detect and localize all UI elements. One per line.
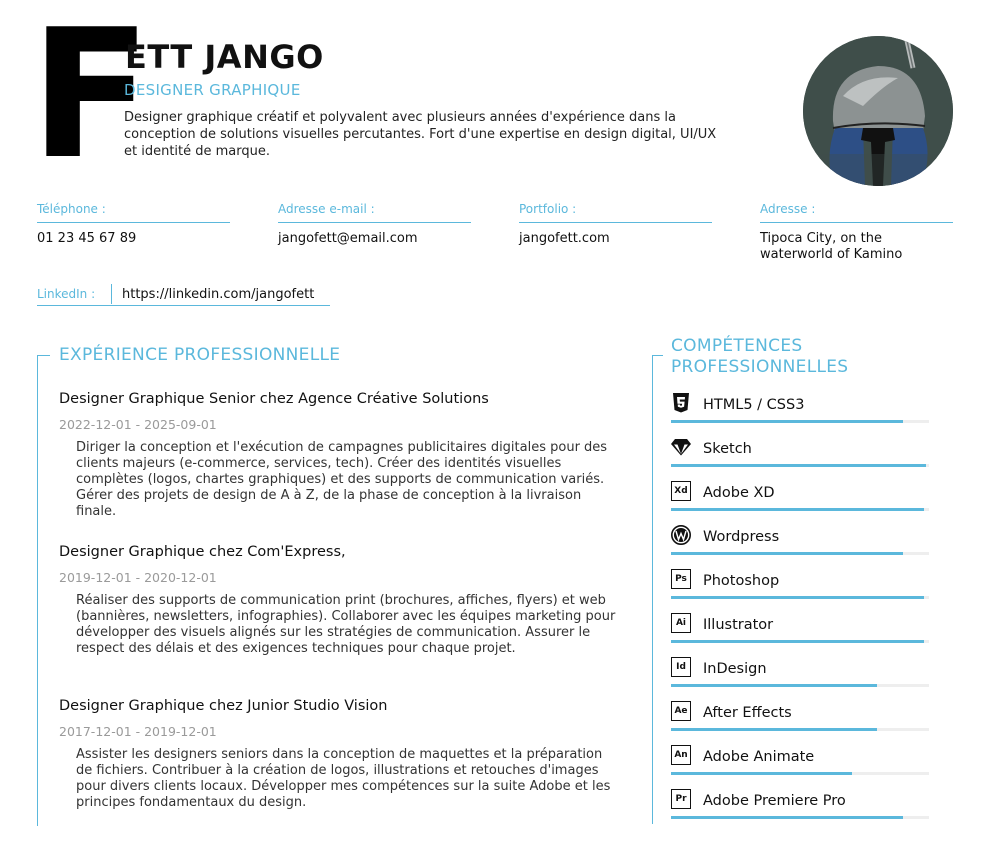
experience-item-dates: 2017-12-01 - 2019-12-01 xyxy=(59,724,217,739)
experience-section-title: EXPÉRIENCE PROFESSIONNELLE xyxy=(59,345,341,365)
name-initial-letter: F xyxy=(30,0,148,198)
skill-level-fill xyxy=(671,552,903,555)
contact-email xyxy=(278,202,471,247)
contact-portfolio xyxy=(519,202,712,247)
skill-item xyxy=(671,657,929,701)
experience-item-description: Diriger la conception et l'exécution de campagnes publicitaires digitales pour des clients majeurs (e-commerce, services, tech). Créer des identités visuelles complètes (logos, chartes graphiques) et des supports de communication variés. Gérer des projets de design de A à Z, de la phase de conception à la livraison finale. xyxy=(76,440,608,519)
contact-linkedin xyxy=(37,283,330,306)
experience-item xyxy=(59,698,629,811)
skill-level-fill xyxy=(671,640,924,643)
skill-level-track xyxy=(671,464,929,467)
contact-email-value[interactable]: jangofett@email.com xyxy=(278,231,418,246)
xd-icon: Xd xyxy=(671,481,691,501)
skills-title-line-2: PROFESSIONNELLES xyxy=(671,357,849,377)
skill-level-track xyxy=(671,420,929,423)
photoshop-icon: Ps xyxy=(671,569,691,589)
skill-name: Adobe Animate xyxy=(703,749,815,765)
experience-item-dates: 2022-12-01 - 2025-09-01 xyxy=(59,417,217,432)
html5-icon xyxy=(671,393,691,413)
skill-level-fill xyxy=(671,772,852,775)
skill-level-fill xyxy=(671,728,877,731)
premiere-icon: Pr xyxy=(671,789,691,809)
linkedin-separator xyxy=(111,284,112,304)
contact-phone-value: 01 23 45 67 89 xyxy=(37,231,137,246)
skill-item xyxy=(671,701,929,745)
contact-phone xyxy=(37,202,230,247)
skill-name: Illustrator xyxy=(703,617,774,633)
skill-name: InDesign xyxy=(703,661,767,677)
skills-section-title xyxy=(671,336,848,378)
experience-item-title: Designer Graphique chez Junior Studio Vision xyxy=(59,698,388,714)
linkedin-label: LinkedIn : xyxy=(37,287,96,301)
skills-title-line-1: COMPÉTENCES xyxy=(671,336,803,356)
skill-level-track xyxy=(671,640,929,643)
skill-name: Wordpress xyxy=(703,529,780,545)
skill-name: HTML5 / CSS3 xyxy=(703,397,805,413)
skill-item xyxy=(671,437,929,481)
skill-level-fill xyxy=(671,596,924,599)
illustrator-icon: Ai xyxy=(671,613,691,633)
skill-level-track xyxy=(671,684,929,687)
skill-name: After Effects xyxy=(703,705,792,721)
skill-level-fill xyxy=(671,464,926,467)
linkedin-url[interactable]: https://linkedin.com/jangofett xyxy=(122,286,315,302)
experience-item-description: Assister les designers seniors dans la conception de maquettes et la préparation de fichiers. Contribuer à la création de logos, illustrations et retouches d'images pour divers clients locaux. Développer mes compétences sur la suite Adobe et les principes fondamentaux du design. xyxy=(76,747,611,810)
animate-icon: An xyxy=(671,745,691,765)
indesign-icon: Id xyxy=(671,657,691,677)
sketch-icon xyxy=(671,437,691,457)
name-heading: ETT JANGO xyxy=(125,38,324,76)
experience-item-title: Designer Graphique Senior chez Agence Créative Solutions xyxy=(59,391,489,407)
skill-level-fill xyxy=(671,420,903,423)
contact-portfolio-label: Portfolio : xyxy=(519,202,712,223)
skill-level-fill xyxy=(671,816,903,819)
skill-level-track xyxy=(671,596,929,599)
profile-photo xyxy=(803,36,953,186)
skill-level-track xyxy=(671,508,929,511)
skill-level-fill xyxy=(671,684,877,687)
experience-item-title: Designer Graphique chez Com'Express, xyxy=(59,544,346,560)
experience-item-description: Réaliser des supports de communication print (brochures, affiches, flyers) et web (bannières, newsletters, infographies). Collaborer avec les équipes marketing pour développer des visuels alignés sur les stratégies de communication. Assurer le respect des délais et des exigences techniques pour chaque projet. xyxy=(76,593,616,656)
contact-email-label: Adresse e-mail : xyxy=(278,202,471,223)
skill-item xyxy=(671,613,929,657)
experience-frame xyxy=(37,355,50,826)
job-title: DESIGNER GRAPHIQUE xyxy=(124,81,301,99)
experience-item xyxy=(59,544,629,657)
skill-name: Sketch xyxy=(703,441,752,457)
skill-item xyxy=(671,745,929,789)
wordpress-icon xyxy=(671,525,691,545)
skill-item xyxy=(671,569,929,613)
skill-item xyxy=(671,393,929,437)
skill-item xyxy=(671,525,929,569)
contact-address-value: Tipoca City, on the waterworld of Kamino xyxy=(760,231,903,262)
contact-phone-label: Téléphone : xyxy=(37,202,230,223)
skill-level-track xyxy=(671,552,929,555)
skill-item xyxy=(671,789,929,833)
contact-address-label: Adresse : xyxy=(760,202,953,223)
skill-name: Adobe Premiere Pro xyxy=(703,793,846,809)
contact-address xyxy=(760,202,953,263)
skill-name: Photoshop xyxy=(703,573,780,589)
experience-item-dates: 2019-12-01 - 2020-12-01 xyxy=(59,570,217,585)
skill-level-track xyxy=(671,816,929,819)
skills-frame xyxy=(652,355,663,824)
skill-level-fill xyxy=(671,508,924,511)
skill-name: Adobe XD xyxy=(703,485,775,501)
skill-level-track xyxy=(671,772,929,775)
contact-portfolio-value[interactable]: jangofett.com xyxy=(519,231,610,246)
skill-level-track xyxy=(671,728,929,731)
experience-item xyxy=(59,391,629,520)
after-effects-icon: Ae xyxy=(671,701,691,721)
profile-summary: Designer graphique créatif et polyvalent avec plusieurs années d'expérience dans la conception de solutions visuelles percutantes. Fort d'une expertise en design digital, UI/UX et identité de marque. xyxy=(124,110,717,159)
skill-item xyxy=(671,481,929,525)
